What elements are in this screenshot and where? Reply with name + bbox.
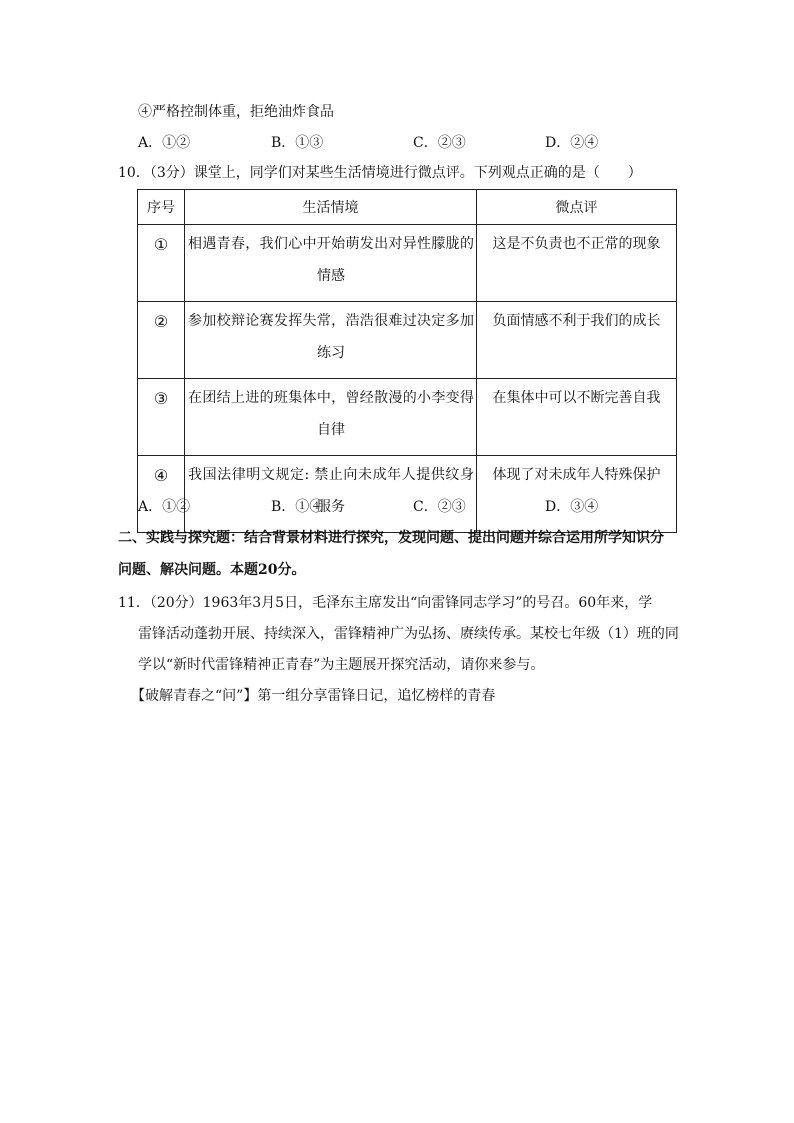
- row-situation-cell: [185, 456, 477, 533]
- q9-option-a: A．①②: [138, 135, 191, 151]
- row-comment: 负面情感不利于我们的成长: [477, 302, 677, 379]
- table-row: [138, 225, 677, 302]
- q10-table: [137, 189, 677, 533]
- section-2-heading-line-2: 问题、解决问题。本题20分。: [118, 562, 306, 578]
- table-row: [138, 302, 677, 379]
- section-2-heading-line-1: 二、实践与探究题：结合背景材料进行探究，发现问题、提出问题并综合运用所学知识分: [118, 530, 664, 546]
- row-situation-cell: [185, 302, 477, 379]
- row-number: ①: [138, 225, 185, 302]
- q9-option-d: D．②④: [545, 135, 599, 151]
- row-comment: 体现了对未成年人特殊保护: [477, 456, 677, 533]
- q9-options: [138, 133, 678, 153]
- table-row: [138, 379, 677, 456]
- q11-line-1: 11．（20分）1963年3月5日，毛泽东主席发出“向雷锋同志学习”的号召。60年来，学: [118, 595, 653, 611]
- q10-option-c: C．②③: [413, 499, 466, 515]
- row-situation: 我国法律明文规定: 禁止向未成年人提供纹身服务: [188, 467, 474, 515]
- header-comment: 微点评: [477, 190, 677, 225]
- q11-subtask-1: 【破解青春之“问”】第一组分享雷锋日记，追忆榜样的青春: [131, 688, 496, 704]
- q9-option-b: B．①③: [271, 135, 324, 151]
- header-number: 序号: [138, 190, 185, 225]
- row-number: ③: [138, 379, 185, 456]
- q10-option-a: A．①②: [138, 499, 191, 515]
- q11-line-2: 雷锋活动蓬勃开展、持续深入，雷锋精神广为弘扬、赓续传承。某校七年级（1）班的同: [138, 626, 679, 642]
- q10-option-b: B．①④: [271, 499, 324, 515]
- row-situation-cell: [185, 379, 477, 456]
- row-comment: 在集体中可以不断完善自我: [477, 379, 677, 456]
- table-header-row: [138, 190, 677, 225]
- prev-question-item-4: ④严格控制体重，拒绝油炸食品: [138, 104, 334, 120]
- row-comment: 这是不负责也不正常的现象: [477, 225, 677, 302]
- q10-stem: 10．（3分）课堂上，同学们对某些生活情境进行微点评。下列观点正确的是（ ）: [118, 165, 642, 181]
- row-situation: 参加校辩论赛发挥失常，浩浩很难过决定多加练习: [188, 313, 474, 361]
- row-number: ②: [138, 302, 185, 379]
- row-number: ④: [138, 456, 185, 533]
- row-situation: 在团结上进的班集体中，曾经散漫的小李变得自律: [188, 390, 474, 438]
- q11-line-3: 学以“新时代雷锋精神正青春”为主题展开探究活动，请你来参与。: [138, 657, 545, 673]
- row-situation: 相遇青春，我们心中开始萌发出对异性朦胧的情感: [188, 236, 474, 284]
- q10-option-d: D．③④: [545, 499, 599, 515]
- table-row: [138, 456, 677, 533]
- row-situation-cell: [185, 225, 477, 302]
- q9-option-c: C．②③: [413, 135, 466, 151]
- header-situation: 生活情境: [185, 190, 477, 225]
- q10-options: [138, 497, 678, 517]
